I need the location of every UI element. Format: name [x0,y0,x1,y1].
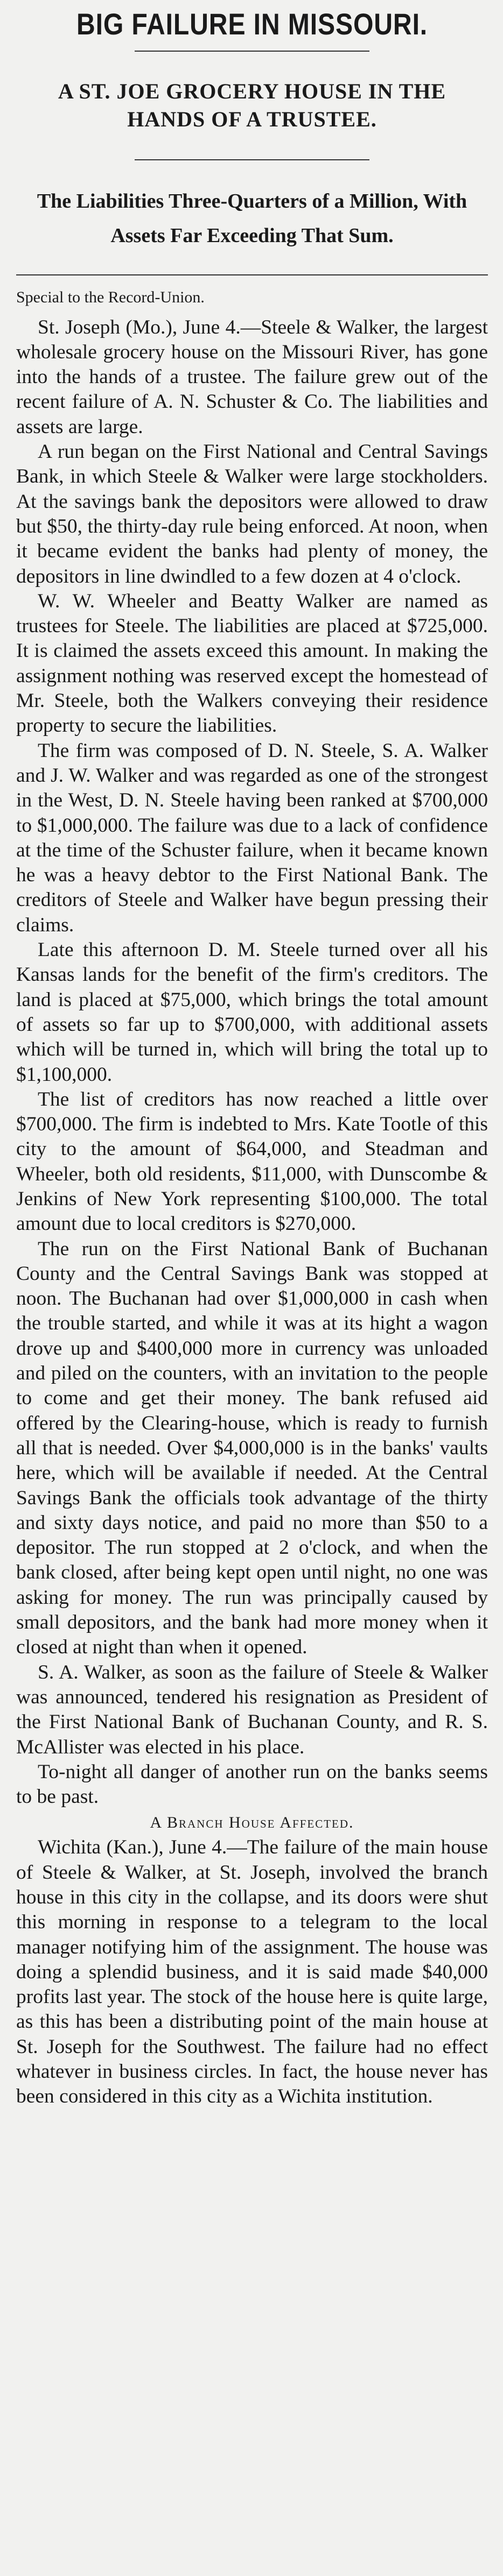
dateline: Special to the Record-Union. [16,288,205,306]
headline-rule [135,51,369,52]
deck-rule [135,159,369,160]
paragraph: St. Joseph (Mo.), June 4.—Steele & Walker, the largest wholesale grocery house on the Missouri River, has gone into the hands of a trustee. The failure grew out of the recent failure of A. N. Schuster & Co. The liabilities and assets are large. [16,316,488,438]
deck: A ST. JOE GROCERY HOUSE IN THE HANDS OF A TRUSTEE. [58,79,446,131]
paragraph: The firm was composed of D. N. Steele, S. A. Walker and J. W. Walker and was regarded as one of the strongest in the West, D. N. Steele having been ranked at $700,000 to $1,000,000. The failure was due to a lack of confidence at the time of the Schuster failure, when it became known he was a heavy debtor to the First National Bank. The creditors of Steele and Walker have begun pressing their claims. [16,739,488,936]
paragraph: To-night all danger of another run on the banks seems to be past. [16,1760,488,1808]
subdeck: The Liabilities Three-Quarters of a Million, With Assets Far Exceeding That Sum. [37,189,467,247]
paragraph: Late this afternoon D. M. Steele turned over all his Kansas lands for the benefit of the firm's creditors. The land is placed at $75,000, which brings the total amount of assets so far up to $700,000, with additional assets which will be turned in, which will bring the total up to $1,100,000. [16,939,488,1086]
subhead: A Branch House Affected. [150,1814,354,1832]
article-body [16,315,488,2110]
paragraph: Wichita (Kan.), June 4.—The failure of the main house of Steele & Walker, at St. Joseph, involved the branch house in this city in the collapse, and its doors were shut this morning in response to a telegram to the local manager notifying him of the assignment. The house was doing a splendid business, and it is said made $40,000 profits last year. The stock of the house here is quite large, as this has been a distributing point of the main house at St. Joseph for the Southwest. The failure had no effect whatever in business circles. In fact, the house never has been considered in this city as a Wichita institution. [16,1836,488,2108]
headline: BIG FAILURE IN MISSOURI. [76,7,428,41]
paragraph: S. A. Walker, as soon as the failure of Steele & Walker was announced, tendered his resignation as President of the First National Bank of Buchanan County, and R. S. McAllister was elected in his place. [16,1661,488,1758]
paragraph: The run on the First National Bank of Buchanan County and the Central Savings Bank was stopped at noon. The Buchanan had over $1,000,000 in cash when the trouble started, and while it was at its hight a wagon drove up and $400,000 more in currency was unloaded and piled on the counters, with an invitation to the people to come and get their money. The bank refused aid offered by the Clearing-house, which is ready to furnish all that is needed. Over $4,000,000 is in the banks' vaults here, which will be available if needed. At the Central Savings Bank the officials took advantage of the thirty and sixty days notice, and paid no more than $50 to a depositor. The run stopped at 2 o'clock, and when the bank closed, after being kept open until night, no one was asking for money. The run was principally caused by small depositors, and the bank had more money when it closed at night than when it opened. [16,1237,488,1659]
paragraph: A run began on the First National and Central Savings Bank, in which Steele & Walker were large stockholders. At the savings bank the depositors were allowed to draw but $50, the thirty-day rule being enforced. At noon, when it became evident the banks had plenty of money, the depositors in line dwindled to a few dozen at 4 o'clock. [16,441,488,588]
paragraph: W. W. Wheeler and Beatty Walker are named as trustees for Steele. The liabilities are placed at $725,000. It is claimed the assets exceed this amount. In making the assignment nothing was reserved except the homestead of Mr. Steele, both the Walkers conveying their residence property to secure the liabilities. [16,590,488,737]
paragraph: The list of creditors has now reached a little over $700,000. The firm is indebted to Mrs. Kate Tootle of this city to the amount of $64,000, and Steadman and Wheeler, both old residents, $11,000, with Dunscombe & Jenkins of New York representing $100,000. The total amount due to local creditors is $270,000. [16,1088,488,1235]
